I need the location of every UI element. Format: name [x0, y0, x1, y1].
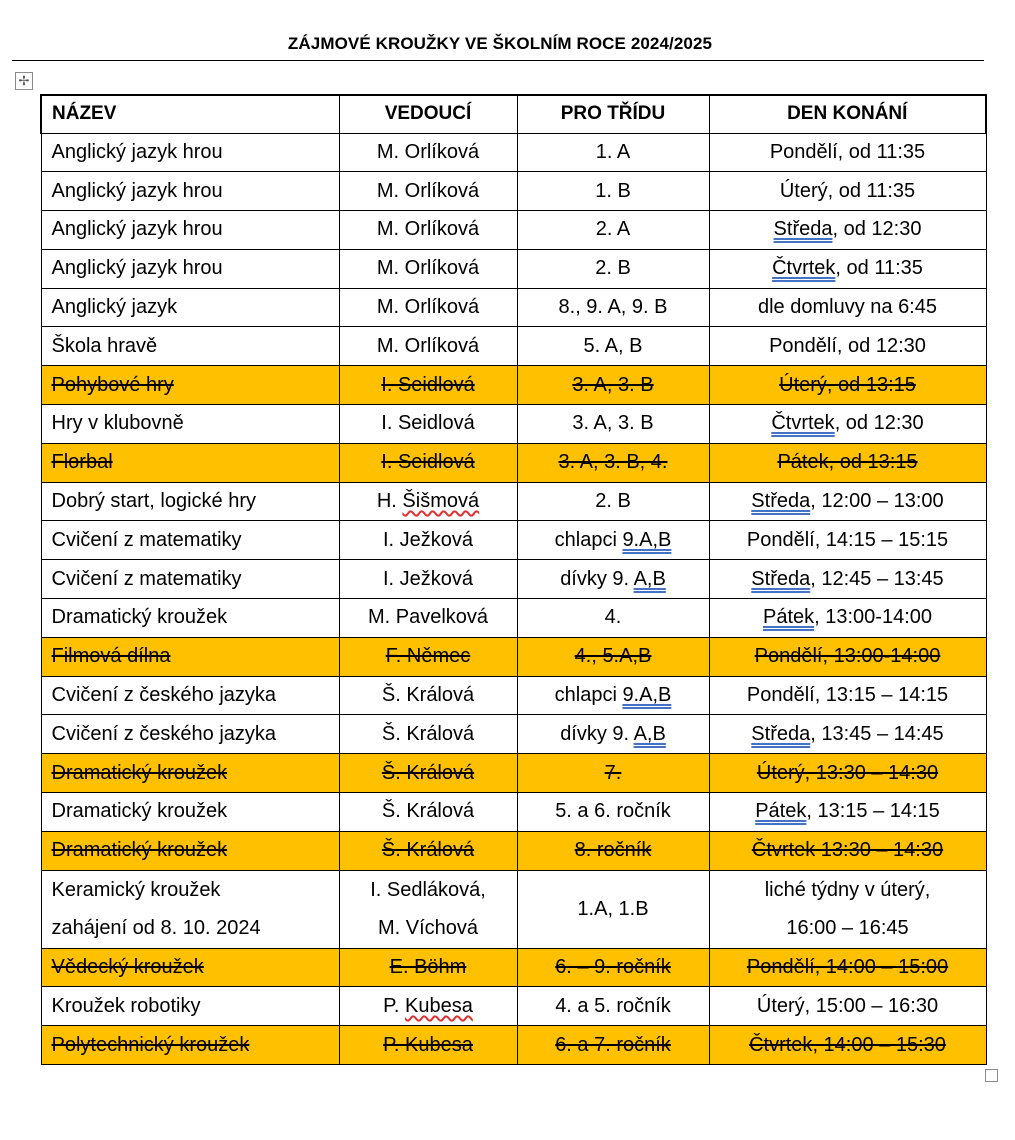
- cell-name: Anglický jazyk: [41, 288, 339, 327]
- cell-day: Středa, 13:45 – 14:45: [709, 715, 986, 754]
- cell-day: liché týdny v úterý, 16:00 – 16:45: [709, 870, 986, 948]
- cell-class: 8. ročník: [517, 831, 709, 870]
- cell-leader: I. Ježková: [339, 521, 517, 560]
- cell-day: Pátek, 13:00-14:00: [709, 599, 986, 638]
- cell-name: Dobrý start, logické hry: [41, 482, 339, 521]
- table-row: [41, 676, 986, 715]
- cell-class: 3. A, 3. B, 4.: [517, 443, 709, 482]
- table-row: [41, 599, 986, 638]
- cell-name: Anglický jazyk hrou: [41, 211, 339, 250]
- cell-class: 1. A: [517, 133, 709, 172]
- cell-name: Cvičení z matematiky: [41, 560, 339, 599]
- table-row: [41, 133, 986, 172]
- cell-name: Cvičení z českého jazyka: [41, 715, 339, 754]
- cell-name: Anglický jazyk hrou: [41, 249, 339, 288]
- table-row: [41, 482, 986, 521]
- table-resize-handle-icon[interactable]: [985, 1069, 998, 1082]
- grammar-underline: 9.A,B: [622, 528, 672, 551]
- cell-day: Pondělí, 14:15 – 15:15: [709, 521, 986, 560]
- cell-day: Pondělí, 13:00-14:00: [709, 637, 986, 676]
- table-header-row: [41, 95, 986, 133]
- cell-class: 8., 9. A, 9. B: [517, 288, 709, 327]
- table-row: [41, 870, 986, 948]
- table-row: [41, 405, 986, 444]
- cell-day: Čtvrtek, 14:00 – 15:30: [709, 1026, 986, 1065]
- table-row: [41, 288, 986, 327]
- cell-name: Vědecký kroužek: [41, 948, 339, 987]
- cell-name: Dramatický kroužek: [41, 793, 339, 832]
- cell-day: Pátek, 13:15 – 14:15: [709, 793, 986, 832]
- cell-day: Úterý, od 11:35: [709, 172, 986, 211]
- cell-leader: E. Böhm: [339, 948, 517, 987]
- cell-day: Pondělí, 13:15 – 14:15: [709, 676, 986, 715]
- grammar-underline: Pátek: [755, 800, 807, 823]
- table-row: [41, 521, 986, 560]
- cell-name: Pohybové hry: [41, 366, 339, 405]
- cell-name: Cvičení z českého jazyka: [41, 676, 339, 715]
- spelling-underline: Kubesa: [405, 994, 473, 1017]
- table-row: [41, 987, 986, 1026]
- table-row: [41, 793, 986, 832]
- grammar-underline: Čtvrtek: [771, 412, 835, 435]
- cell-leader: Š. Králová: [339, 676, 517, 715]
- cell-leader: M. Orlíková: [339, 211, 517, 250]
- cell-leader: I. Sedláková, M. Víchová: [339, 870, 517, 948]
- cell-class: 2. A: [517, 211, 709, 250]
- header-day: DEN KONÁNÍ: [709, 95, 986, 133]
- header-name: NÁZEV: [41, 95, 339, 133]
- cell-day: Čtvrtek, od 11:35: [709, 249, 986, 288]
- cell-class: 2. B: [517, 249, 709, 288]
- cell-class: 4. a 5. ročník: [517, 987, 709, 1026]
- cell-class: 1.A, 1.B: [517, 870, 709, 948]
- grammar-underline: Čtvrtek: [749, 1033, 813, 1056]
- table-row: [41, 327, 986, 366]
- cell-class: 3. A, 3. B: [517, 405, 709, 444]
- cell-leader: H. Šišmová: [339, 482, 517, 521]
- cell-class: chlapci 9.A,B: [517, 676, 709, 715]
- cell-day: Středa, od 12:30: [709, 211, 986, 250]
- table-move-handle-icon[interactable]: ✢: [15, 72, 33, 90]
- table-row: [41, 211, 986, 250]
- cell-leader: M. Pavelková: [339, 599, 517, 638]
- table-row: [41, 172, 986, 211]
- cell-day: Úterý, 15:00 – 16:30: [709, 987, 986, 1026]
- cell-leader: I. Seidlová: [339, 405, 517, 444]
- table-row-cancelled: [41, 754, 986, 793]
- grammar-underline: A,B: [633, 567, 666, 590]
- cell-class: 2. B: [517, 482, 709, 521]
- spelling-underline: Kubesa: [405, 1033, 473, 1056]
- cell-class: 4., 5.A,B: [517, 637, 709, 676]
- cell-day: Pondělí, 14:00 – 15:00: [709, 948, 986, 987]
- cell-name: Cvičení z matematiky: [41, 521, 339, 560]
- grammar-underline: A,B: [633, 722, 666, 745]
- cell-name: Keramický kroužek zahájení od 8. 10. 2024: [41, 870, 339, 948]
- clubs-table: [40, 94, 987, 1065]
- cell-leader: Š. Králová: [339, 754, 517, 793]
- document-title: ZÁJMOVÉ KROUŽKY VE ŠKOLNÍM ROCE 2024/2025: [287, 34, 713, 53]
- header-leader: VEDOUCÍ: [339, 95, 517, 133]
- table-row-cancelled: [41, 366, 986, 405]
- grammar-underline: 5.A,B: [602, 645, 652, 668]
- table-row-cancelled: [41, 443, 986, 482]
- cell-day: Pondělí, od 11:35: [709, 133, 986, 172]
- cell-leader: P. Kubesa: [339, 987, 517, 1026]
- cell-leader: Š. Králová: [339, 793, 517, 832]
- cell-class: 1. B: [517, 172, 709, 211]
- cell-class: 6. a 7. ročník: [517, 1026, 709, 1065]
- cell-leader: I. Seidlová: [339, 443, 517, 482]
- cell-name: Dramatický kroužek: [41, 831, 339, 870]
- cell-name: Filmová dílna: [41, 637, 339, 676]
- table-row: [41, 249, 986, 288]
- cell-day: Čtvrtek, od 12:30: [709, 405, 986, 444]
- grammar-underline: Pátek: [762, 606, 815, 629]
- cell-day: dle domluvy na 6:45: [709, 288, 986, 327]
- table-row-cancelled: [41, 948, 986, 987]
- cell-class: 5. a 6. ročník: [517, 793, 709, 832]
- title-rule: [12, 60, 984, 61]
- spelling-underline: Šišmová: [402, 490, 480, 513]
- cell-leader: M. Orlíková: [339, 288, 517, 327]
- cell-leader: Š. Králová: [339, 715, 517, 754]
- cell-class: dívky 9. A,B: [517, 560, 709, 599]
- cell-name: Kroužek robotiky: [41, 987, 339, 1026]
- table-row-cancelled: [41, 1026, 986, 1065]
- cell-leader: M. Orlíková: [339, 327, 517, 366]
- cell-class: dívky 9. A,B: [517, 715, 709, 754]
- cell-name: Dramatický kroužek: [41, 599, 339, 638]
- cell-leader: P. Kubesa: [339, 1026, 517, 1065]
- table-row-cancelled: [41, 637, 986, 676]
- grammar-underline: Pátek: [777, 451, 829, 474]
- cell-day: Středa, 12:00 – 13:00: [709, 482, 986, 521]
- cell-day: Středa, 12:45 – 13:45: [709, 560, 986, 599]
- cell-name: Polytechnický kroužek: [41, 1026, 339, 1065]
- cell-day: Úterý, 13:30 – 14:30: [709, 754, 986, 793]
- grammar-underline: Středa: [751, 490, 811, 513]
- cell-class: 4.: [517, 599, 709, 638]
- cell-name: Anglický jazyk hrou: [41, 172, 339, 211]
- cell-leader: I. Ježková: [339, 560, 517, 599]
- cell-leader: Š. Králová: [339, 831, 517, 870]
- cell-class: 7.: [517, 754, 709, 793]
- cell-leader: M. Orlíková: [339, 172, 517, 211]
- cell-day: Čtvrtek 13:30 – 14:30: [709, 831, 986, 870]
- grammar-underline: Středa: [773, 218, 833, 241]
- cell-leader: I. Seidlová: [339, 366, 517, 405]
- cell-class: chlapci 9.A,B: [517, 521, 709, 560]
- cell-leader: F. Němec: [339, 637, 517, 676]
- cell-name: Anglický jazyk hrou: [41, 133, 339, 172]
- cell-day: Pondělí, od 12:30: [709, 327, 986, 366]
- cell-leader: M. Orlíková: [339, 249, 517, 288]
- cell-name: Florbal: [41, 443, 339, 482]
- cell-name: Škola hravě: [41, 327, 339, 366]
- grammar-underline: 9.A,B: [622, 684, 672, 707]
- cell-day: Úterý, od 13:15: [709, 366, 986, 405]
- cell-name: Hry v klubovně: [41, 405, 339, 444]
- cell-day: Pátek, od 13:15: [709, 443, 986, 482]
- grammar-underline: Středa: [751, 722, 811, 745]
- grammar-underline: Čtvrtek: [772, 257, 836, 280]
- cell-class: 6. – 9. ročník: [517, 948, 709, 987]
- table-row: [41, 715, 986, 754]
- grammar-underline: Čtvrtek: [751, 839, 816, 862]
- grammar-underline: Středa: [751, 567, 811, 590]
- cell-leader: M. Orlíková: [339, 133, 517, 172]
- cell-class: 3. A, 3. B: [517, 366, 709, 405]
- cell-name: Dramatický kroužek: [41, 754, 339, 793]
- table-row-cancelled: [41, 831, 986, 870]
- cell-class: 5. A, B: [517, 327, 709, 366]
- header-class: PRO TŘÍDU: [517, 95, 709, 133]
- table-row: [41, 560, 986, 599]
